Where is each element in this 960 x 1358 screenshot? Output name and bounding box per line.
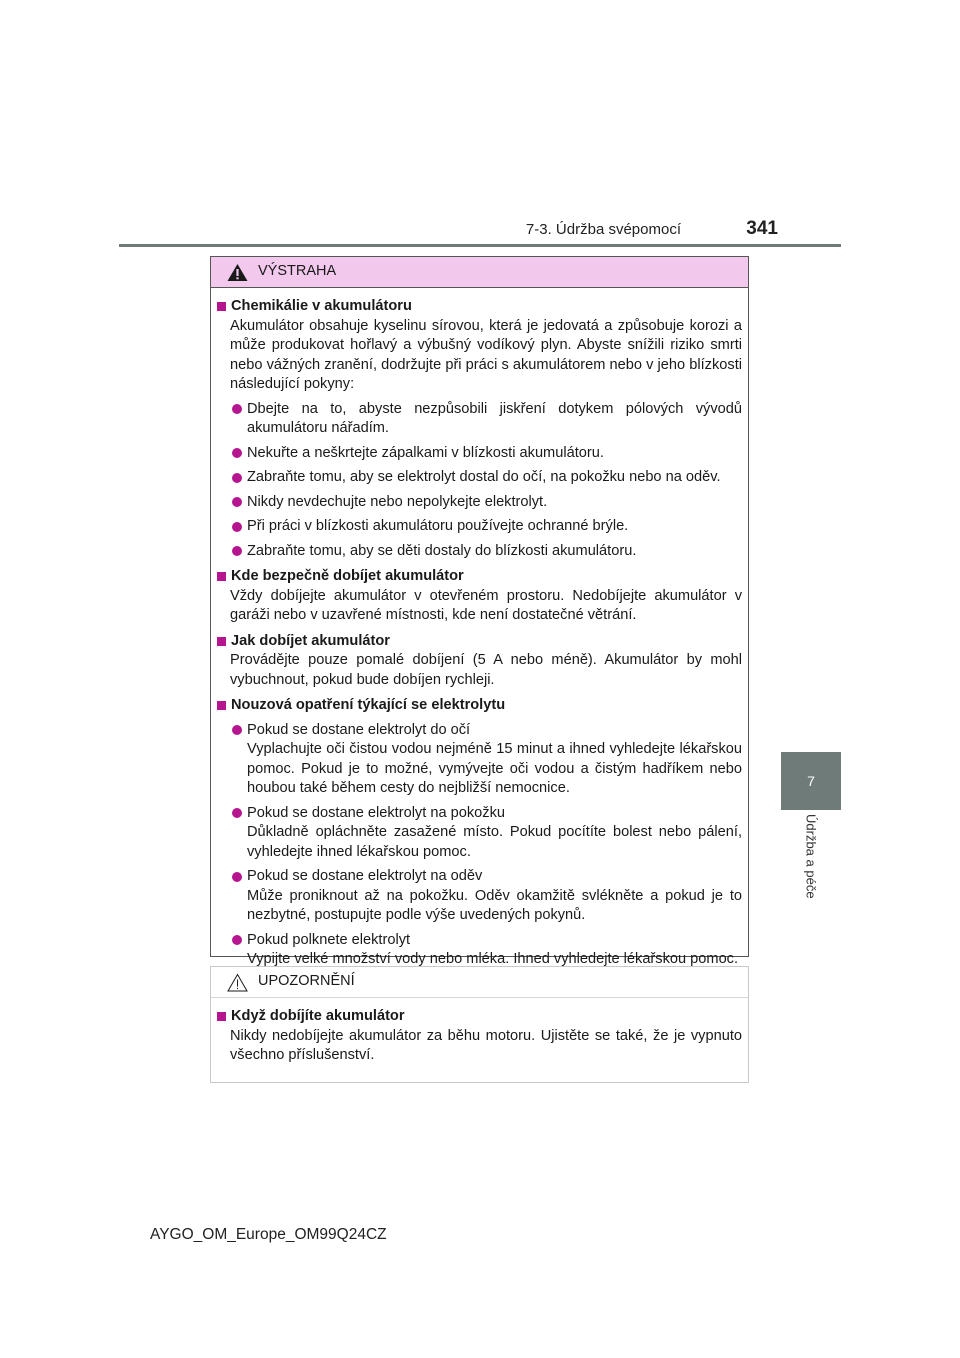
section-text: Provádějte pouze pomalé dobíjení (5 A nebo méně). Akumulátor by mohl vybuchnout, pokud bude dobíjen rychleji. <box>230 652 742 688</box>
round-bullet-icon <box>232 473 242 483</box>
section-heading: Když dobíjíte akumulátor <box>217 1007 742 1027</box>
warning-triangle-icon <box>227 263 248 282</box>
section-heading: Kde bezpečně dobíjet akumulátor <box>217 567 742 587</box>
square-bullet-icon <box>217 637 226 646</box>
notice-header <box>211 967 748 998</box>
list-item: Pokud se dostane elektrolyt do očí Vyplachujte oči čistou vodou nejméně 15 minut a ihned vyhledejte lékařskou pomoc. Pokud je to možné, vymývejte oči vodou a čistým hadříkem nebo houbou také během cesty do nejbližší nemocnice. <box>230 721 742 799</box>
list-item: Dbejte na to, abyste nezpůsobili jiskření dotykem pólových vývodů akumulátoru nářadím. <box>230 400 742 439</box>
warning-box <box>210 256 749 967</box>
list-item: Pokud polknete elektrolyt Vypijte velké množství vody nebo mléka. Ihned vyhledejte lékařskou pomoc. <box>230 931 742 970</box>
list-item: Při práci v blízkosti akumulátoru používejte ochranné brýle. <box>230 517 742 537</box>
square-bullet-icon <box>217 572 226 581</box>
caution-triangle-outline-icon <box>227 973 248 992</box>
chapter-label <box>781 814 841 924</box>
notice-box <box>210 966 749 1083</box>
warning-body <box>211 288 748 970</box>
round-bullet-icon <box>232 872 242 882</box>
round-bullet-icon <box>232 546 242 556</box>
section-heading: Nouzová opatření týkající se elektrolytu <box>217 696 742 716</box>
list-item: Zabraňte tomu, aby se elektrolyt dostal do očí, na pokožku nebo na oděv. <box>230 468 742 488</box>
list-item: Nikdy nevdechujte nebo nepolykejte elektrolyt. <box>230 493 742 513</box>
notice-body <box>211 998 748 1066</box>
section-text: Nikdy nedobíjejte akumulátor za běhu motoru. Ujistěte se také, že je vypnuto všechno příslušenství. <box>230 1027 742 1063</box>
notice-title: UPOZORNĚNÍ <box>258 973 355 990</box>
chapter-title: Údržba a péče <box>803 814 819 899</box>
round-bullet-icon <box>232 448 242 458</box>
round-bullet-icon <box>232 497 242 507</box>
section-title: 7-3. Údržba svépomocí <box>525 221 681 238</box>
round-bullet-icon <box>232 935 242 945</box>
round-bullet-icon <box>232 808 242 818</box>
list-item: Pokud se dostane elektrolyt na pokožku Důkladně opláchněte zasažené místo. Pokud pocítíte bolest nebo pálení, vyhledejte ihned lékařskou pomoc. <box>230 804 742 863</box>
page-number: 341 <box>746 218 778 239</box>
section-heading: Jak dobíjet akumulátor <box>217 632 742 652</box>
header-divider <box>119 244 841 247</box>
round-bullet-icon <box>232 725 242 735</box>
document-code: AYGO_OM_Europe_OM99Q24CZ <box>150 1226 387 1243</box>
square-bullet-icon <box>217 701 226 710</box>
warning-title: VÝSTRAHA <box>258 263 337 280</box>
chapter-number: 7 <box>807 773 815 789</box>
section-heading: Chemikálie v akumulátoru <box>217 297 742 317</box>
square-bullet-icon <box>217 1012 226 1021</box>
list-item: Nekuřte a neškrtejte zápalkami v blízkosti akumulátoru. <box>230 444 742 464</box>
list-item: Pokud se dostane elektrolyt na oděv Může proniknout až na pokožku. Oděv okamžitě svlékněte a pokud je to nezbytné, postupujte podle výše uvedených pokynů. <box>230 867 742 926</box>
square-bullet-icon <box>217 302 226 311</box>
round-bullet-icon <box>232 404 242 414</box>
section-text: Vždy dobíjejte akumulátor v otevřeném prostoru. Nedobíjejte akumulátor v garáži nebo v uzavřené místnosti, kde není dostatečné větrání. <box>230 587 742 623</box>
list-item: Zabraňte tomu, aby se děti dostaly do blízkosti akumulátoru. <box>230 542 742 562</box>
section-text: Akumulátor obsahuje kyselinu sírovou, která je jedovatá a způsobuje korozi a může produkovat hořlavý a výbušný vodíkový plyn. Abyste snížili riziko smrti nebo vážných zranění, dodržujte při práci s akumulátorem nebo v jeho blízkosti následující pokyny: <box>230 317 742 392</box>
round-bullet-icon <box>232 522 242 532</box>
chapter-tab <box>781 752 841 810</box>
warning-header <box>211 257 748 288</box>
